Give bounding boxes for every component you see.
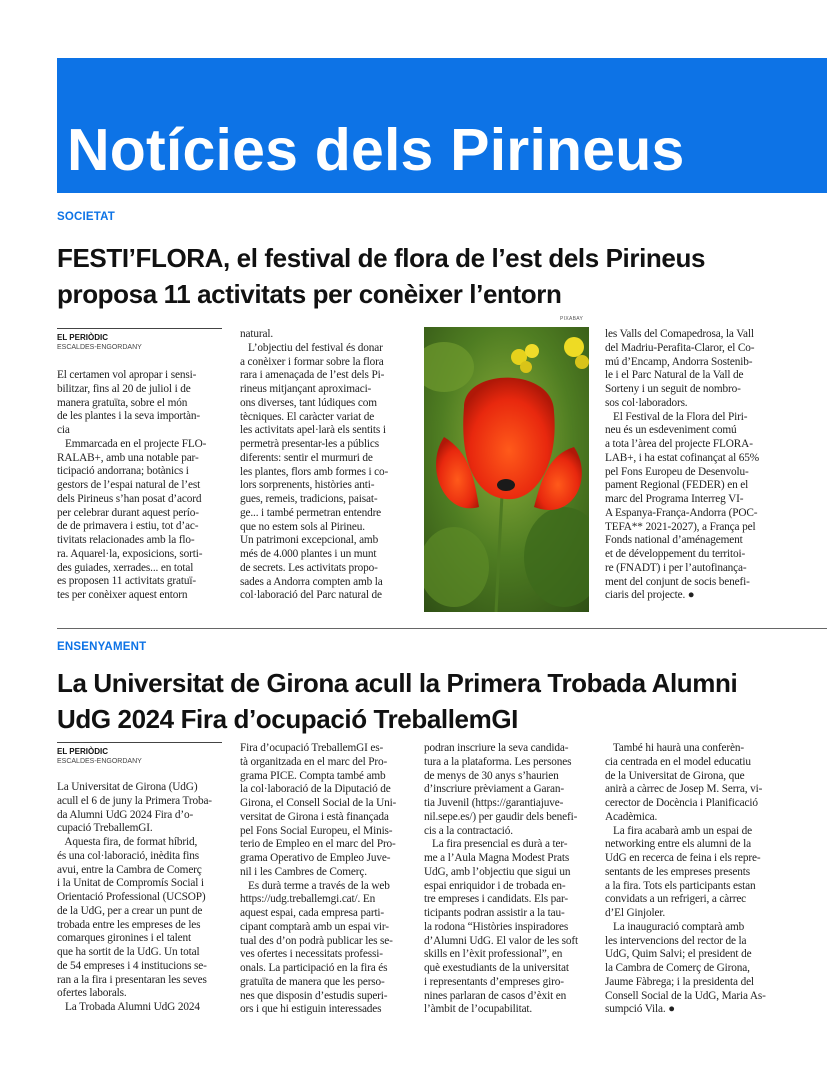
- author: EL PERIÒDIC: [57, 747, 108, 756]
- text-line: nil i les Cambres de Comerç.: [240, 865, 367, 878]
- text-line: la col·laboració de la Diputació de: [240, 783, 391, 796]
- text-line: a la fira. Tots els participants estan: [605, 879, 756, 892]
- headline-line: proposa 11 activitats per conèixer l’entorn: [57, 279, 562, 309]
- text-line: ticipants podran assistir a la tau-: [424, 907, 565, 919]
- text-line: pel Fons Social Europeu, el Minis-: [240, 824, 393, 837]
- text-line: i representants d’empreses giro-: [424, 975, 564, 988]
- article2-column-1: [57, 781, 227, 1015]
- article1-headline: [57, 240, 705, 312]
- text-line: diferents: sentir el murmuri de: [240, 451, 373, 464]
- poppy-flower-photo: [424, 327, 589, 612]
- text-line: le i el Parc Natural de la Vall de: [605, 369, 744, 382]
- text-line: es proposen 11 activitats gratuï-: [57, 575, 196, 588]
- text-line: de de primavera i estiu, tot d’ac-: [57, 520, 199, 533]
- text-line: que ha sortit de la UdG. Un total: [57, 946, 200, 958]
- text-line: La Trobada Alumni UdG 2024: [57, 1001, 200, 1013]
- text-line: tà organitzada en el marc del Pro-: [240, 755, 388, 768]
- author: EL PERIÒDIC: [57, 333, 108, 342]
- text-line: convidats a un refrigeri, a càrrec: [605, 893, 747, 906]
- text-line: gestors de l’espai natural de l’est: [57, 479, 201, 491]
- text-line: què exestudiants de la universitat: [424, 962, 569, 974]
- text-line: sos col·laboradors.: [605, 396, 688, 409]
- location: ESCALDES-ENGORDANY: [57, 344, 142, 351]
- text-line: més de 4.000 plantes i un munt: [240, 548, 377, 560]
- text-line: La inauguració comptarà amb: [605, 920, 745, 933]
- text-line: La fira acabarà amb un espai de: [605, 824, 753, 837]
- text-line: ofertes laborals.: [57, 987, 127, 1000]
- text-line: de menys de 30 anys s’haurien: [424, 769, 559, 782]
- text-line: de les plantes i la seva importàn-: [57, 410, 200, 423]
- text-line: d’Alumni UdG. El valor de les soft: [424, 934, 578, 947]
- text-line: nil.sepe.es/) per gaudir dels benefi-: [424, 810, 578, 823]
- headline-line: FESTI’FLORA, el festival de flora de l’est dels Pirineus: [57, 243, 706, 273]
- headline-line: UdG 2024 Fira d’ocupació TreballemGI: [57, 704, 518, 734]
- headline-line: La Universitat de Girona acull la Primera Trobada Alumni: [57, 668, 738, 698]
- text-line: tura a la plataforma. Les persones: [424, 755, 572, 768]
- text-line: les intervencions del rector de la: [605, 934, 747, 947]
- text-line: La Universitat de Girona (UdG): [57, 781, 198, 793]
- text-line: tes per conèixer aquest entorn: [57, 589, 188, 601]
- text-line: de 54 empreses i 4 institucions se-: [57, 959, 207, 972]
- text-line: L’objectiu del festival és donar: [240, 341, 383, 354]
- photo-credit: PIXABAY: [560, 316, 584, 322]
- text-line: També hi haurà una conferèn-: [605, 742, 744, 754]
- text-line: El Festival de la Flora del Piri-: [605, 410, 748, 423]
- text-line: aquest espai, cada empresa parti-: [240, 907, 385, 919]
- text-line: d’El Ginjoler.: [605, 907, 666, 919]
- text-line: nines parlaran de casos d’èxit en: [424, 989, 567, 1002]
- text-line: l’àmbit de l’ocupabilitat.: [424, 1003, 533, 1016]
- text-line: UdG, Quim Salvi; el president de: [605, 948, 752, 961]
- text-line: Consell Social de la UdG, Maria As-: [605, 989, 766, 1002]
- text-line: Acadèmica.: [605, 810, 658, 823]
- text-line: et de développement du territoi-: [605, 548, 746, 560]
- section-label-societat: SOCIETAT: [57, 211, 116, 223]
- location: ESCALDES-ENGORDANY: [57, 758, 142, 765]
- text-line: UdG en recerca de feina i els repre-: [605, 852, 761, 864]
- text-line: Emmarcada en el projecte FLO-: [57, 437, 207, 450]
- text-line: cupació TreballemGI.: [57, 822, 153, 835]
- text-line: skills en l’èxit professional”, en: [424, 948, 563, 961]
- text-line: d’inscriure prèviament a Garan-: [424, 783, 564, 796]
- text-line: a tota l’àrea del projecte FLORA-: [605, 438, 753, 450]
- article1-byline: [57, 328, 222, 352]
- text-line: cipant comptarà amb un espai vir-: [240, 920, 389, 933]
- text-line: A Espanya-França-Andorra (POC-: [605, 506, 758, 519]
- text-line: Fira d’ocupació TreballemGI es-: [240, 742, 384, 754]
- text-line: Fonds national d’aménagement: [605, 534, 743, 547]
- text-line: Jaume Fàbrega; i la presidenta del: [605, 975, 754, 988]
- text-line: les Valls del Comapedrosa, la Vall: [605, 328, 754, 340]
- text-line: terio de Empleo en el marc del Pro-: [240, 838, 396, 851]
- text-line: cis a la contractació.: [424, 824, 513, 837]
- text-line: LAB+, i ha estat cofinançat al 65%: [605, 451, 760, 464]
- text-line: onals. La participació en la fira és: [240, 962, 388, 974]
- text-line: ons diverses, tant lúdiques com: [240, 396, 377, 409]
- section-label-ensenyament: ENSENYAMENT: [57, 641, 147, 653]
- text-line: sades a Andorra compten amb la: [240, 575, 383, 588]
- text-line: sumpció Vila. ●: [605, 1003, 675, 1016]
- text-line: Un patrimoni excepcional, amb: [240, 534, 379, 547]
- text-line: https://udg.treballemgi.cat/. En: [240, 893, 376, 906]
- text-line: la Cambra de Comerç de Girona,: [605, 962, 750, 974]
- text-line: ves ofertes i necessitats professi-: [240, 948, 383, 961]
- text-line: de secrets. Les activitats propo-: [240, 561, 378, 574]
- text-line: de la Universitat de Girona, que: [605, 769, 745, 782]
- text-line: permetrà presentar-les a públics: [240, 438, 379, 450]
- text-line: gratuïta de manera que les perso-: [240, 975, 385, 988]
- text-line: espai enriquidor i de trobada en-: [424, 879, 566, 892]
- article1-column-3: [605, 328, 780, 603]
- text-line: re (FNADT) i per l’autofinança-: [605, 561, 747, 574]
- text-line: tivitats relacionades amb la flo-: [57, 534, 195, 546]
- text-line: comarques gironines i el talent: [57, 932, 192, 945]
- masthead-banner: [57, 58, 827, 193]
- text-line: ment del conjunt de socis benefi-: [605, 575, 750, 588]
- page-title: Notícies dels Pirineus: [67, 117, 685, 183]
- text-line: versitat de Girona i està finançada: [240, 810, 389, 823]
- text-line: TEFA** 2021-2027), a França pel: [605, 520, 756, 533]
- text-line: ran a la fira i presentaran les seves: [57, 973, 207, 986]
- article2-byline: [57, 742, 222, 766]
- text-line: neu és un esdeveniment comú: [605, 424, 737, 437]
- text-line: networking entre els alumni de la: [605, 838, 751, 851]
- text-line: col·laboració del Parc natural de: [240, 589, 382, 602]
- text-line: grama Operativo de Empleo Juve-: [240, 852, 391, 864]
- text-line: tia Juvenil (https://garantiajuve-: [424, 797, 564, 809]
- text-line: dels Pirineus s’han posat d’acord: [57, 492, 202, 505]
- text-line: les plantes, flors amb formes i co-: [240, 465, 389, 478]
- text-line: ge... i també permetran entendre: [240, 506, 382, 519]
- text-line: a conèixer i formar sobre la flora: [240, 355, 384, 368]
- text-line: Aquesta fira, de format híbrid,: [57, 836, 198, 848]
- article2-column-3: [424, 742, 594, 1017]
- text-line: El certamen vol apropar i sensi-: [57, 369, 197, 381]
- text-line: ciaris del projecte. ●: [605, 589, 695, 602]
- text-line: tècniques. El caràcter variat de: [240, 410, 375, 423]
- text-line: mú d’Encamp, Andorra Sostenib-: [605, 355, 753, 368]
- text-line: natural.: [240, 328, 273, 340]
- text-line: rineus mitjançant aproximaci-: [240, 383, 372, 395]
- text-line: pament Regional (FEDER) en el: [605, 479, 749, 492]
- text-line: Sorteny i un seguit de nombro-: [605, 383, 741, 395]
- article2-column-4: [605, 742, 780, 1017]
- article1-column-1: [57, 369, 227, 603]
- article1-column-2: [240, 328, 410, 603]
- text-line: és una col·laboració, inèdita fins: [57, 849, 200, 862]
- text-line: Es durà terme a través de la web: [240, 879, 390, 892]
- text-line: cerector de Docència i Planificació: [605, 797, 758, 809]
- text-line: cia: [57, 424, 70, 436]
- text-line: que no estem sols al Pirineu.: [240, 520, 365, 533]
- text-line: per celebrar durant aquest perío-: [57, 506, 199, 519]
- text-line: les activitats apel·larà els sentits i: [240, 424, 386, 437]
- text-line: cia centrada en el model educatiu: [605, 755, 751, 768]
- text-line: sentants de les empreses presents: [605, 865, 751, 878]
- text-line: RALAB+, amb una notable par-: [57, 451, 199, 464]
- article2-column-2: [240, 742, 410, 1017]
- text-line: La fira presencial es durà a ter-: [424, 838, 568, 851]
- text-line: del Madriu-Perafita-Claror, el Co-: [605, 341, 755, 354]
- text-line: anirà a càrrec de Josep M. Serra, vi-: [605, 783, 763, 796]
- section-divider: [57, 628, 827, 629]
- text-line: Girona, el Consell Social de la Uni-: [240, 797, 397, 809]
- text-line: rara i amenaçada de l’est dels Pi-: [240, 369, 385, 382]
- text-line: i la Unitat de Compromís Social i: [57, 877, 204, 890]
- text-line: pel Fons Europeu de Desenvolu-: [605, 465, 749, 478]
- text-line: la rodona “Històries inspiradores: [424, 920, 569, 933]
- text-line: marc del Programa Interreg VI-: [605, 493, 744, 505]
- text-line: gues, remeis, tradicions, paisat-: [240, 493, 378, 505]
- text-line: lors sorprenents, històries anti-: [240, 479, 375, 492]
- text-line: UdG, amb l’objectiu que sigui un: [424, 865, 571, 878]
- text-line: ors i que hi estiguin interessades: [240, 1003, 382, 1016]
- text-line: trobada entre les empreses de les: [57, 918, 201, 931]
- text-line: de la UdG, per a crear un punt de: [57, 904, 203, 917]
- text-line: tual des d’on podrà publicar les se-: [240, 934, 393, 947]
- text-line: des guiades, xerrades... en total: [57, 561, 194, 574]
- article2-headline: [57, 665, 737, 737]
- text-line: avui, entre la Cambra de Comerç: [57, 863, 202, 876]
- text-line: ticipació andorrana; botànics i: [57, 465, 189, 478]
- text-line: Orientació Professional (UCSOP): [57, 891, 206, 903]
- text-line: ra. Aquarel·la, exposicions, sorti-: [57, 547, 203, 560]
- text-line: bilitzar, fins al 20 de juliol i de: [57, 382, 191, 395]
- text-line: grama PICE. Compta també amb: [240, 769, 386, 782]
- text-line: da Alumni UdG 2024 Fira d’o-: [57, 808, 194, 821]
- text-line: me a l’Aula Magna Modest Prats: [424, 852, 570, 864]
- text-line: podran inscriure la seva candida-: [424, 742, 569, 754]
- text-line: manera gratuïta, sobre el món: [57, 396, 188, 409]
- text-line: tre empreses i candidats. Els par-: [424, 893, 568, 906]
- text-line: acull el 6 de juny la Primera Troba-: [57, 794, 212, 807]
- text-line: nes que disposin d’estudis superi-: [240, 989, 388, 1002]
